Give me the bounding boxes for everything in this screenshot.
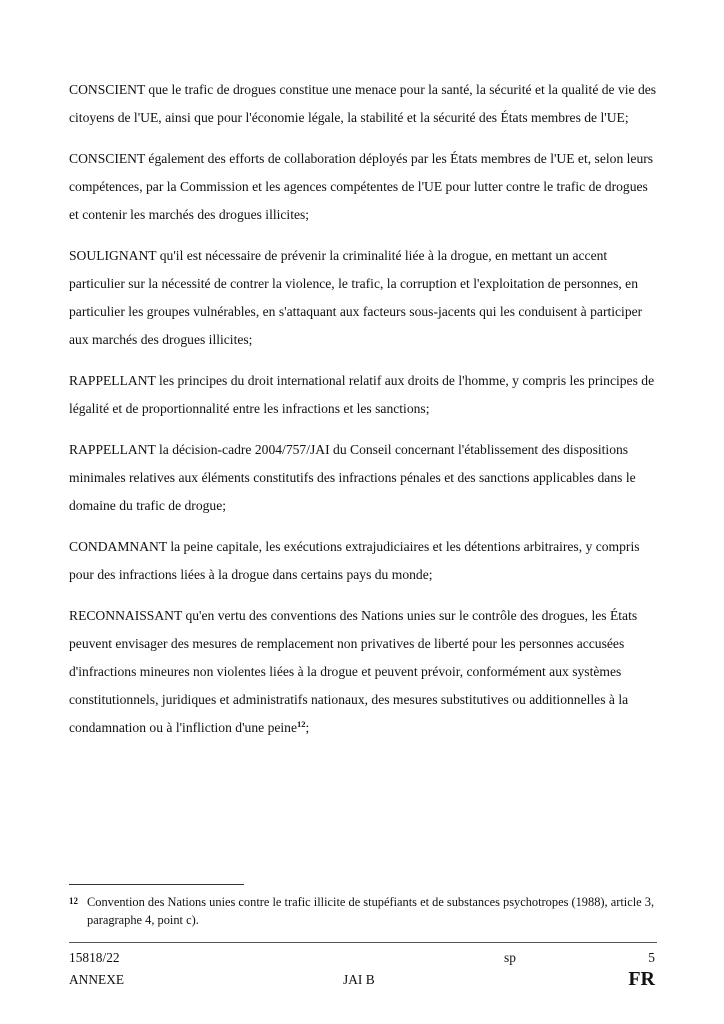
- footer-page-number: 5: [648, 950, 655, 965]
- footer-initials: sp: [504, 950, 516, 965]
- footnote-separator: [69, 884, 244, 885]
- paragraph-rappellant-2: RAPPELLANT la décision-cadre 2004/757/JAI du Conseil concernant l'établissement des dispositions minimales relatives aux éléments constitutifs des infractions pénales et des sanctions applicables dans le domaine du trafic de drogue;: [69, 442, 636, 513]
- paragraph-soulignant: SOULIGNANT qu'il est nécessaire de prévenir la criminalité liée à la drogue, en mettant un accent particulier sur la nécessité de contrer la violence, le trafic, la corruption et l'exploitation de personnes, en particulier les groupes vulnérables, en s'attaquant aux facteurs sous-jacents qui les conduisent à participer aux marchés des drogues illicites;: [69, 248, 643, 347]
- footnote-reference[interactable]: 12: [297, 719, 306, 729]
- paragraph-condamnant: CONDAMNANT la peine capitale, les exécutions extrajudiciaires et les détentions arbitraires, y compris pour des infractions liées à la drogue dans certains pays du monde;: [69, 539, 640, 582]
- footnote-text: Convention des Nations unies contre le trafic illicite de stupéfiants et de substances psychotropes (1988), article 3, paragraphe 4, point c).: [87, 895, 655, 927]
- paragraph-reconnaissant: [69, 602, 661, 742]
- paragraph-conscient-1: CONSCIENT que le trafic de drogues constitue une menace pour la santé, la sécurité et la qualité de vie des citoyens de l'UE, ainsi que pour l'économie légale, la stabilité et la sécurité des États membres de l'UE;: [69, 82, 657, 125]
- footer-separator: [69, 942, 657, 943]
- footer-document-number: 15818/22: [69, 950, 120, 965]
- footer-annex-label: ANNEXE: [69, 972, 125, 987]
- document-body: [69, 76, 661, 755]
- paragraph-conscient-2: CONSCIENT également des efforts de collaboration déployés par les États membres de l'UE et, selon leurs compétences, par la Commission et les agences compétentes de l'UE pour lutter contre le trafic de drogues et contenir les marchés des drogues illicites;: [69, 151, 654, 222]
- footer-language-code: FR: [628, 968, 655, 990]
- paragraph-rappellant-1: RAPPELLANT les principes du droit international relatif aux droits de l'homme, y compris les principes de légalité et de proportionnalité entre les infractions et les sanctions;: [69, 373, 655, 416]
- paragraph-reconnaissant-end: ;: [305, 720, 310, 735]
- footnote-number: 12: [69, 896, 78, 906]
- footer-department: JAI B: [343, 972, 375, 987]
- footnote: [69, 893, 661, 929]
- paragraph-reconnaissant-text: RECONNAISSANT qu'en vertu des conventions des Nations unies sur le contrôle des drogues, les États peuvent envisager des mesures de remplacement non privatives de liberté pour les personnes accusées d'infractions mineures non violentes liées à la drogue et peuvent prévoir, conformément aux systèmes constitutionnels, juridiques et administratifs nationaux, des mesures substitutives ou additionnelles à la condamnation ou à l'infliction d'une peine: [69, 608, 638, 735]
